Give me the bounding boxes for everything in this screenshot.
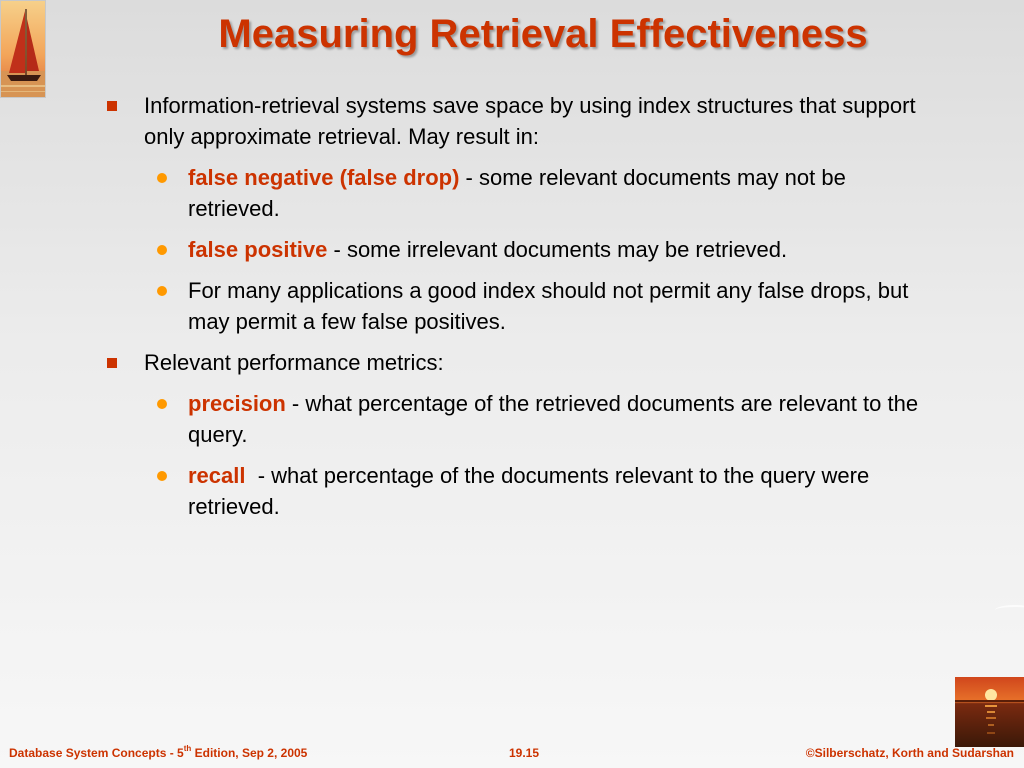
bullet-item (0, 347, 1024, 378)
bullet-item (0, 90, 1024, 152)
slide-footer (0, 745, 1024, 765)
dot-bullet-icon (157, 286, 167, 296)
slide-title: Measuring Retrieval Effectiveness (218, 12, 868, 56)
sub-bullet-item (0, 234, 1024, 265)
sub-bullet-item (0, 460, 1024, 522)
term-precision: precision (188, 391, 286, 416)
footer-page-number: 19.15 (509, 746, 540, 760)
decorative-swoosh (995, 605, 1024, 615)
sunset-image (955, 677, 1024, 747)
dot-bullet-icon (157, 245, 167, 255)
term-false-negative: false negative (false drop) (188, 165, 460, 190)
sub-bullet-text: - what percentage of the retrieved documents are relevant to the query. (188, 391, 919, 447)
bullet-text: Relevant performance metrics: (144, 350, 444, 375)
sub-bullet-text: - some irrelevant documents may be retrieved. (327, 237, 788, 262)
footer-copyright: ©Silberschatz, Korth and Sudarshan (805, 746, 1014, 760)
slide-content (0, 90, 1024, 532)
term-recall: recall (188, 463, 246, 488)
sub-bullet-item (0, 275, 1024, 337)
footer-book-sup: th (183, 744, 192, 753)
square-bullet-icon (107, 101, 117, 111)
dot-bullet-icon (157, 471, 167, 481)
footer-book-prefix: Database System Concepts - 5 (9, 746, 184, 760)
sub-bullet-text: For many applications a good index should not permit any false drops, but may permit a few false positives. (188, 278, 909, 334)
square-bullet-icon (107, 358, 117, 368)
dot-bullet-icon (157, 173, 167, 183)
footer-book-suffix: Edition, Sep 2, 2005 (191, 746, 308, 760)
footer-book-title (9, 746, 307, 760)
sunset-icon (955, 677, 1024, 747)
term-false-positive: false positive (188, 237, 328, 262)
dot-bullet-icon (157, 399, 167, 409)
sub-bullet-item (0, 388, 1024, 450)
sub-bullet-item (0, 162, 1024, 224)
bullet-text: Information-retrieval systems save space by using index structures that support only approximate retrieval. May result in: (144, 93, 916, 149)
sub-bullet-text: - some relevant documents may not be retrieved. (188, 165, 846, 221)
sub-bullet-text: - what percentage of the documents relevant to the query were retrieved. (188, 463, 876, 519)
